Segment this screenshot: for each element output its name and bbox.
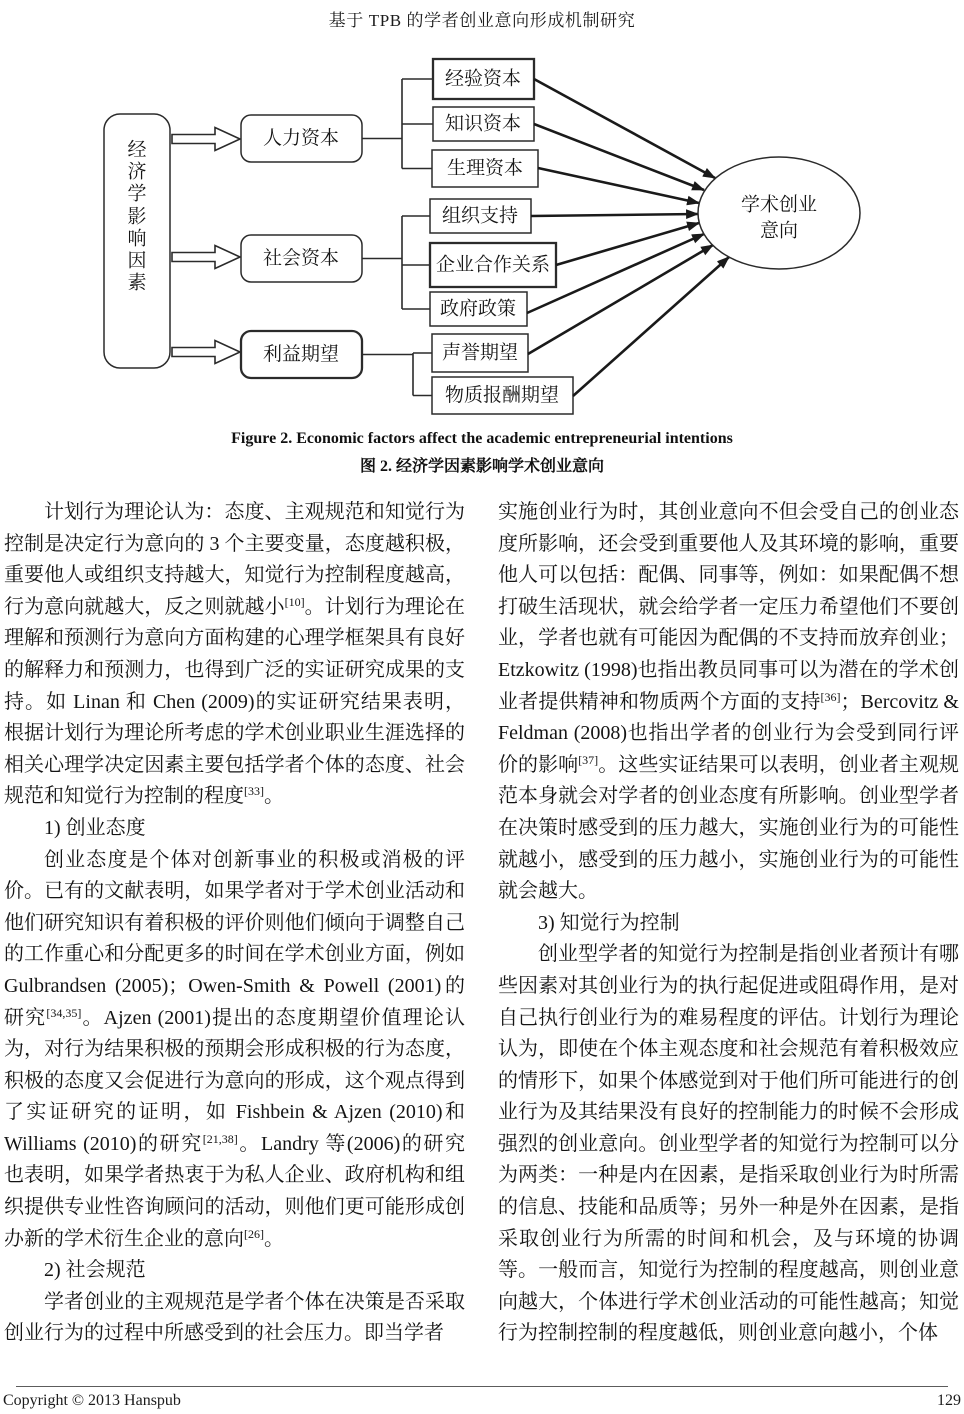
body-paragraph: 实施创业行为时，其创业意向不但会受自己的创业态度所影响，还会受到重要他人及其环境的影响，重要他人可以包括：配偶、同事等，例如：如果配偶不想打破生活现状，就会给学者一定压力希望他们不要创业，学者也就有可能因为配偶的不支持而放弃创业；Etzkowitz (1998)也指出教员同事可以为潜在的学术创业者提供精神和物质两个方面的支持[36]；Bercovitz & Feldman (2008)也指出学者的创业行为会受到同行评价的影响[37]。这些实证结果可以表明，创业者主观规范本身就会对学者的创业态度有所影响。创业型学者在决策时感受到的压力越大，实施创业行为的可能性就越小，感受到的压力越小，实施创业行为的可能性就会越大。 [498,501,960,903]
body-paragraph: 学者创业的主观规范是学者个体在决策是否采取创业行为的过程中所感受到的社会压力。即当学者 [4,1290,465,1345]
block-arrow-to-human-capital [172,128,240,151]
box-benefit-expectation-label: 利益期望 [262,344,340,365]
citation-marker: [26] [244,1226,264,1241]
box-benefit-expectation [241,331,362,378]
econ-char-5: 响 [127,228,147,250]
page-header-title: 基于 TPB 的学者创业意向形成机制研究 [328,11,636,30]
bracket-benefit-expectation [362,353,432,396]
body-paragraph: 创业态度是个体对创新事业的积极或消极的评价。已有的文献表明，如果学者对于学术创业活动和他们研究知识有着积极的评价则他们倾向于调整自己的工作重心和分配更多的时间在学术创业方面，例如 Gulbrandsen (2005)；Owen-Smith & Powell (2001)的研究[34,35]。Ajzen (2001)提出的态度期望价值理论认为，对行为结果积极的预期会形成积极的行为态度，积极的态度又会促进行为意向的形成，这个观点得到了实证研究的证明，如 Fishbein & Ajzen (2010)和 Williams (2010)的研究[21,38]。Landry 等(2006)的研究也表明，如果学者热衷于为私人企业、政府机构和组织提供专业性咨询顾问的活动，则他们更可能形成创办新的学术衍生企业的意向[26]。 [4,848,465,1250]
body-text [4,497,960,1350]
econ-char-6: 因 [127,250,147,272]
citation-marker: [21,38] [202,1131,238,1146]
intention-label-line2: 意向 [759,220,799,242]
text-column-left [4,497,465,1350]
block-arrow-to-social-capital [172,246,240,269]
intention-label-line1: 学术创业 [740,194,818,216]
box-physiological-capital-label: 生理资本 [446,158,524,179]
bracket-social-capital [362,216,430,309]
body-paragraph: 创业型学者的知觉行为控制是指创业者预计有哪些因素对其创业行为的执行起促进或阻碍作用，是对自己执行创业行为的难易程度的评估。计划行为理论认为，即使在个体主观态度和社会规范有着积极效应的情形下，如果个体感觉到对于他们所可能进行的创业行为及其结果没有良好的控制能力的时候不会形成强烈的创业意向。创业型学者的知觉行为控制可以分为两类：一种是内在因素，是指采取创业行为时所需的信息、技能和品质等；另外一种是外在因素，是指采取创业行为所需的时间和机会，及与环境的协调等。一般而言，知觉行为控制的程度越高，则创业意向越大，个体进行学术创业活动的可能性越高；知觉行为控制控制的程度越低，则创业意向越小，个体 [498,943,959,1345]
body-paragraph: 计划行为理论认为：态度、主观规范和知觉行为控制是决定行为意向的 3 个主要变量，态度越积极，重要他人或组织支持越大，知觉行为控制程度越高，行为意向就越大，反之则就越小[10]。计划行为理论在理解和预测行为意向方面构建的心理学框架具有良好的解释力和预测力，也得到广泛的实证研究成果的支持。如 Linan 和 Chen (2009)的实证研究结果表明，根据计划行为理论所考虑的学术创业职业生涯选择的相关心理学决定因素主要包括学者个体的态度、社会规范和知觉行为控制的程度[33]。 [4,501,466,808]
box-enterprise-cooperation [430,243,556,287]
figure-caption-en: Figure 2. Economic factors affect the academic entrepreneurial intentions [231,430,733,447]
figure2-diagram [0,0,964,425]
box-human-capital [241,115,362,162]
econ-char-2: 济 [127,161,147,183]
arrow-cooperation-to-intention [556,223,699,265]
arrow-experience-to-intention [534,79,715,178]
econ-char-4: 影 [127,206,147,228]
box-social-capital [241,235,362,282]
box-economic-factors [104,114,170,368]
figure-caption-zh: 图 2. 经济学因素影响学术创业意向 [359,458,604,475]
box-knowledge-capital [433,107,534,141]
box-experience-capital-label: 经验资本 [444,68,522,90]
box-knowledge-capital-label: 知识资本 [444,113,522,135]
footer-page-number: 129 [937,1392,961,1409]
footer-copyright: Copyright © 2013 Hanspub [3,1392,181,1409]
body-paragraph: 1) 创业态度 [44,816,146,839]
arrow-reward-to-intention [573,257,729,396]
arrow-physiological-to-intention [538,168,699,203]
citation-marker: [36] [820,689,841,704]
text-column-right [498,497,959,1350]
box-organizational-support-label: 组织支持 [441,205,519,227]
box-government-policy [430,292,527,326]
box-reputation-expectation-label: 声誉期望 [441,342,519,364]
box-human-capital-label: 人力资本 [262,128,340,149]
bracket-human-capital [362,79,433,169]
box-material-reward-expectation [432,377,573,414]
box-physiological-capital [432,150,538,187]
box-enterprise-cooperation-label: 企业合作关系 [435,254,551,276]
box-reputation-expectation [432,334,528,372]
citation-marker: [37] [578,752,599,767]
footer-rule [16,1386,948,1387]
box-organizational-support [430,199,531,233]
econ-char-7: 素 [127,272,147,294]
citation-marker: [34,35] [46,1005,82,1020]
body-paragraph: 2) 社会规范 [44,1259,146,1282]
box-experience-capital [433,59,534,99]
block-arrow-to-benefit-expectation [172,341,240,364]
econ-char-3: 学 [127,183,147,205]
box-social-capital-label: 社会资本 [262,248,340,269]
box-government-policy-label: 政府政策 [439,298,517,320]
box-material-reward-expectation-label: 物质报酬期望 [444,385,560,406]
ellipse-academic-entrepreneurial-intention [698,157,860,269]
econ-char-1: 经 [127,139,147,161]
citation-marker: [10] [284,594,305,609]
body-paragraph: 3) 知觉行为控制 [538,911,680,934]
arrow-orgsupport-to-intention [531,214,698,216]
citation-marker: [33] [244,784,264,799]
